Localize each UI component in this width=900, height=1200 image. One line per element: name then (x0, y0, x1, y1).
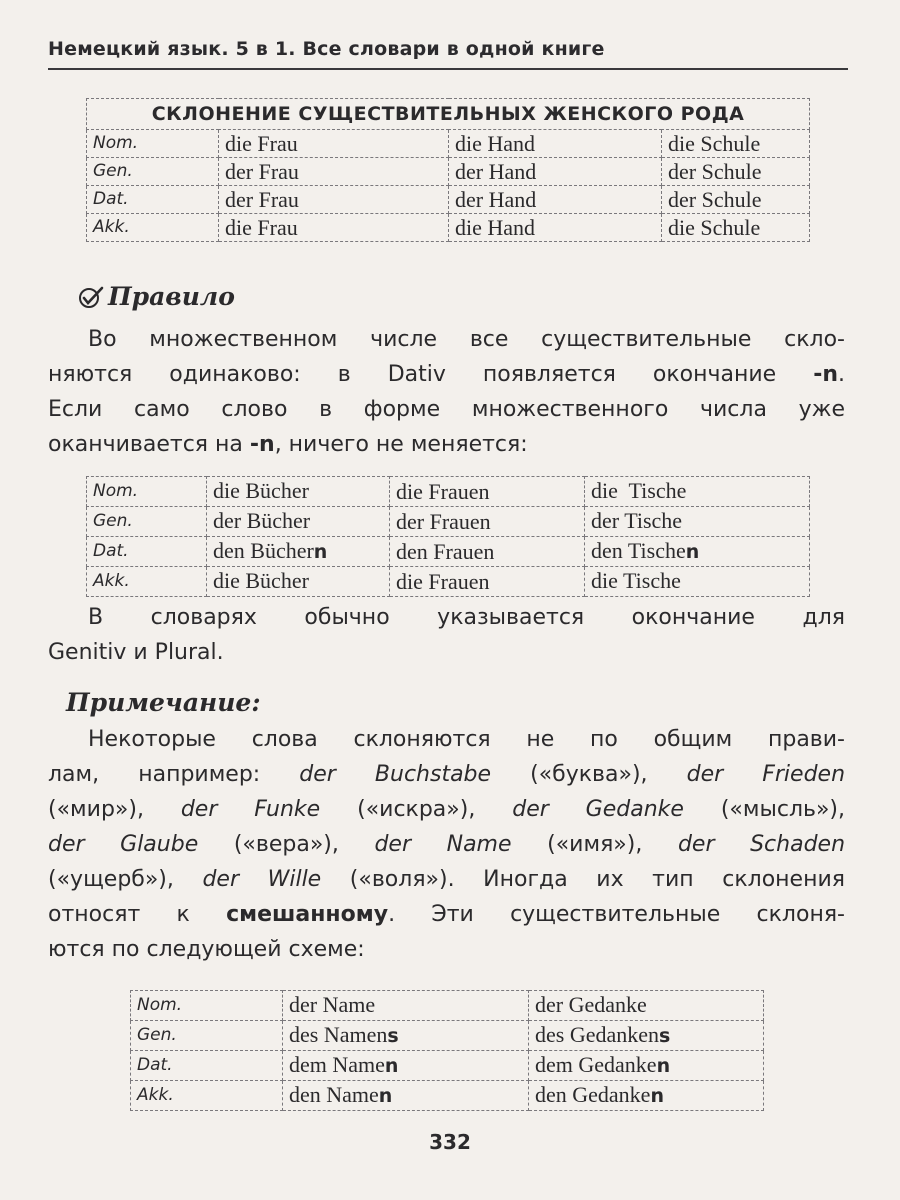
case-label: Akk. (131, 1081, 283, 1111)
german-word: der Name (374, 832, 512, 857)
table-row (87, 537, 810, 567)
table-cell (283, 1051, 529, 1081)
header-rule (48, 68, 848, 70)
text-span: лам, например: (48, 762, 300, 787)
table-cell: die Hand (449, 214, 662, 242)
text-line: Некоторые слова склоняются не по общим прави- (88, 727, 845, 752)
table-cell (529, 1051, 764, 1081)
table-row (87, 507, 810, 537)
cell-text: dem Gedanke (535, 1052, 657, 1077)
cell-text: die Tische (591, 478, 687, 503)
case-label: Gen. (87, 507, 207, 537)
table-cell (283, 1081, 529, 1111)
table-cell (585, 537, 810, 567)
german-word: der Wille (202, 867, 322, 892)
table-cell (283, 1021, 529, 1051)
text-line (48, 357, 845, 392)
cell-text: dem Name (289, 1052, 385, 1077)
table-row (131, 991, 764, 1021)
ending-emphasis: -n (813, 362, 838, 387)
ending-emphasis: s (387, 1025, 399, 1047)
cell-text: die Bücher (213, 478, 309, 503)
cell-text: der Gedanke (535, 992, 647, 1017)
text-span: . Эти существительные склоня- (388, 902, 845, 927)
table-cell: die Hand (449, 130, 662, 158)
cell-text: der Name (289, 992, 376, 1017)
text-line (48, 792, 845, 827)
text-line: Если само слово в форме множественного числа уже (48, 397, 845, 422)
table-row (131, 1081, 764, 1111)
text-line (48, 757, 845, 792)
text-span: оканчивается на (48, 432, 250, 457)
case-label: Akk. (87, 567, 207, 597)
table-cell (529, 1081, 764, 1111)
table-cell (283, 991, 529, 1021)
note-paragraph (48, 722, 846, 967)
checkmark-icon (78, 285, 104, 315)
table-cell (207, 537, 390, 567)
ending-emphasis: n (656, 1055, 671, 1077)
cell-text: den Tische (591, 538, 686, 563)
emphasis-word: смешанному (226, 902, 389, 927)
text-span: («вера»), (198, 832, 375, 857)
cell-text: der Bücher (213, 508, 311, 533)
case-label: Nom. (87, 130, 219, 158)
text-line: ются по следующей схеме: (48, 937, 365, 962)
ending-emphasis: s (659, 1025, 671, 1047)
table-cell: die Frau (219, 130, 449, 158)
text-span: («мир»), (48, 797, 181, 822)
table-cell: der Frau (219, 186, 449, 214)
note-heading: Примечание: (66, 688, 261, 717)
cell-text: den Name (289, 1082, 379, 1107)
table-row (87, 567, 810, 597)
text-span: («воля»). Иногда их тип склонения (321, 867, 845, 892)
case-label: Dat. (87, 537, 207, 567)
text-line (48, 827, 845, 862)
table-cell (207, 477, 390, 507)
german-word: der Buchstabe (299, 762, 492, 787)
case-label: Nom. (131, 991, 283, 1021)
german-word: der Glaube (48, 832, 199, 857)
table-cell: den Frauen (390, 537, 585, 567)
table-row (87, 214, 810, 242)
cell-text: die Bücher (213, 568, 309, 593)
table-cell: die Frauen (390, 567, 585, 597)
rule-heading (78, 282, 235, 315)
cell-text: des Namen (289, 1022, 388, 1047)
german-word: der Gedanke (512, 797, 684, 822)
text-line (48, 897, 845, 932)
table-cell (529, 1021, 764, 1051)
table-cell: die Frauen (390, 477, 585, 507)
text-span: («искра»), (320, 797, 513, 822)
table-row (87, 186, 810, 214)
german-word: der Schaden (677, 832, 846, 857)
table-cell: der Frauen (390, 507, 585, 537)
page-number: 332 (429, 1130, 471, 1154)
ending-emphasis: n (685, 541, 700, 563)
rule-paragraph (48, 322, 845, 462)
cell-text: den Gedanke (535, 1082, 651, 1107)
text-span: («буква»), (491, 762, 687, 787)
table-cell (207, 567, 390, 597)
case-label: Gen. (131, 1021, 283, 1051)
case-label: Dat. (131, 1051, 283, 1081)
ending-emphasis: n (650, 1085, 664, 1107)
table-cell (585, 567, 810, 597)
case-label: Nom. (87, 477, 207, 507)
table-cell: die Frau (219, 214, 449, 242)
table-title-row (87, 99, 810, 130)
plural-declension-table (86, 476, 810, 597)
table-cell (585, 507, 810, 537)
text-span: относят к (48, 902, 227, 927)
ending-emphasis: n (378, 1085, 393, 1107)
cell-text: den Bücher (213, 538, 314, 563)
table-row (87, 477, 810, 507)
dictionary-paragraph (48, 600, 845, 670)
text-line: Во множественном числе все существительные скло- (88, 327, 845, 352)
feminine-declension-table (86, 98, 810, 242)
table-cell: die Schule (662, 130, 810, 158)
text-span: («ущерб»), (48, 867, 203, 892)
table-cell (585, 477, 810, 507)
cell-text: der Tische (591, 508, 683, 533)
cell-text: die Tische (591, 568, 681, 593)
case-label: Gen. (87, 158, 219, 186)
table-cell: die Schule (662, 214, 810, 242)
ending-emphasis: -n (249, 432, 275, 457)
table-cell (207, 507, 390, 537)
table-title: СКЛОНЕНИЕ СУЩЕСТВИТЕЛЬНЫХ ЖЕНСКОГО РОДА (87, 99, 810, 130)
table-cell: der Schule (662, 158, 810, 186)
text-line: В словарях обычно указывается окончание для (88, 605, 845, 630)
german-word: der Funke (180, 797, 321, 822)
text-line (48, 427, 845, 462)
running-header: Немецкий язык. 5 в 1. Все словари в одной книге (48, 38, 605, 60)
text-span: («имя»), (511, 832, 678, 857)
text-span: . (838, 362, 845, 387)
mixed-declension-table (130, 990, 764, 1111)
case-label: Dat. (87, 186, 219, 214)
cell-text: des Gedanken (535, 1022, 660, 1047)
text-line (48, 862, 845, 897)
table-row (131, 1051, 764, 1081)
table-row (87, 158, 810, 186)
table-cell: der Schule (662, 186, 810, 214)
table-cell (529, 991, 764, 1021)
text-line: Genitiv и Plural. (48, 640, 224, 665)
text-span: , ничего не меняется: (274, 432, 528, 457)
table-cell: der Frau (219, 158, 449, 186)
table-cell: der Hand (449, 186, 662, 214)
table-row (87, 130, 810, 158)
rule-heading-text: Правило (108, 282, 235, 311)
table-cell: der Hand (449, 158, 662, 186)
german-word: der Frieden (686, 762, 846, 787)
case-label: Akk. (87, 214, 219, 242)
text-span: няются одинаково: в Dativ появляется окончание (48, 362, 814, 387)
ending-emphasis: n (313, 541, 328, 563)
table-row (131, 1021, 764, 1051)
text-span: («мысль»), (683, 797, 846, 822)
ending-emphasis: n (384, 1055, 399, 1077)
